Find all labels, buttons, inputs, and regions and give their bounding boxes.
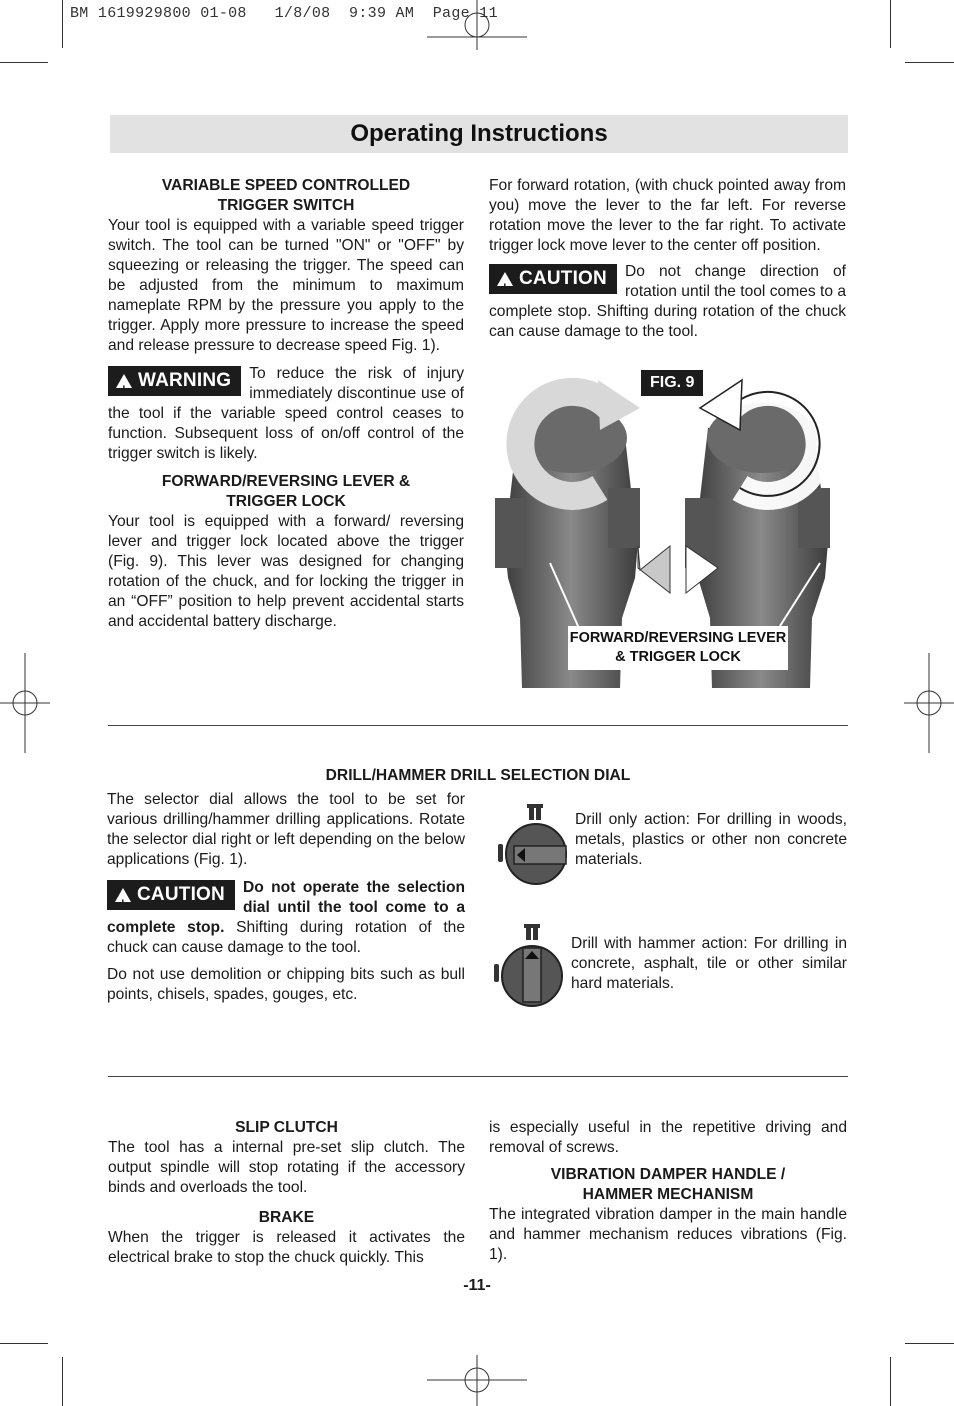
selection-dial-body-2: Do not use demolition or chipping bits such as bull points, chisels, spades, gouges, etc. bbox=[107, 966, 465, 1003]
registration-mark-top bbox=[427, 0, 527, 50]
caution-dial-bold: Do not operate the selection dial until the tool come to a complete stop. bbox=[107, 879, 465, 936]
bottom-right-column bbox=[489, 1118, 847, 1265]
lever-callout-line-1: FORWARD/REVERSING LEVER bbox=[569, 630, 787, 646]
hammer-action-dial-icon bbox=[490, 922, 566, 1008]
variable-speed-body: Your tool is equipped with a variable speed trigger switch. The tool can be turned "ON" or "OFF" by squeezing or releasing the trigger. The speed can be adjusted from the minimum to maximum nameplate RPM by the pressure you apply to the trigger. Apply more pressure to increase the speed and release pressure to decrease speed Fig. 1). bbox=[108, 217, 464, 354]
figure-tag: FIG. 9 bbox=[641, 370, 703, 396]
section-divider-2 bbox=[108, 1076, 848, 1077]
print-header: BM 1619929800 01-08 1/8/08 9:39 AM Page 11 bbox=[70, 5, 498, 22]
selection-dial-body: The selector dial allows the tool to be set for various drilling/hammer drilling applications. Rotate the selector dial right or left depending on the below applications (Fig. 1). bbox=[107, 791, 465, 868]
slip-clutch-body: The tool has a internal pre-set slip clutch. The output spindle will stop rotating if the accessory binds and overloads the tool. bbox=[108, 1139, 465, 1196]
caution-badge-rotation bbox=[489, 264, 617, 294]
variable-speed-heading-2: TRIGGER SWITCH bbox=[217, 197, 355, 214]
drill-only-dial-icon bbox=[494, 802, 570, 886]
crop-mark-bottom-left-h bbox=[0, 1343, 48, 1344]
caution-text-rotation: Do not change direction of rotation until the tool comes to a complete stop. Shifting during rotation of the chuck can cause damage to the tool. bbox=[489, 263, 846, 340]
caution-block-rotation bbox=[489, 262, 846, 342]
drill-only-text: Drill only action: For drilling in woods, metals, plastics or other non concrete materials. bbox=[575, 811, 847, 868]
bottom-left-column bbox=[108, 1118, 465, 1268]
warning-block bbox=[108, 364, 464, 464]
warning-badge bbox=[108, 366, 241, 396]
page-number: -11- bbox=[463, 1277, 491, 1294]
caution-dial-triangle-icon bbox=[115, 888, 131, 902]
crop-mark-bottom-left-v bbox=[62, 1357, 63, 1406]
crop-mark-top-right-h bbox=[905, 62, 954, 63]
variable-speed-section bbox=[108, 176, 464, 632]
lever-callout-line-2: & TRIGGER LOCK bbox=[615, 649, 741, 665]
brake-heading: BRAKE bbox=[258, 1209, 315, 1226]
crop-mark-top-left-h bbox=[0, 62, 48, 63]
crop-mark-top-left-v bbox=[62, 0, 63, 48]
forward-reverse-heading-1: FORWARD/REVERSING LEVER & bbox=[161, 473, 411, 490]
vibration-heading-2: HAMMER MECHANISM bbox=[582, 1186, 754, 1203]
warning-text: To reduce the risk of injury immediately discontinue use of the tool if the variable speed control ceases to function. Subsequent loss of on/off control of the trigger switch is likely. bbox=[108, 365, 464, 462]
section-divider-1 bbox=[108, 725, 848, 726]
warning-triangle-icon bbox=[116, 374, 132, 388]
caution-label-rotation: CAUTION bbox=[519, 268, 607, 289]
crop-mark-top-right-v bbox=[890, 0, 891, 48]
lever-left-arrow-icon bbox=[638, 546, 670, 593]
registration-mark-right bbox=[904, 653, 954, 753]
brake-body-continued: is especially useful in the repetitive driving and removal of screws. bbox=[489, 1119, 847, 1156]
selection-dial-heading: DRILL/HAMMER DRILL SELECTION DIAL bbox=[325, 767, 631, 784]
brake-body: When the trigger is released it activates the electrical brake to stop the chuck quickly. This bbox=[108, 1229, 465, 1266]
crop-mark-bottom-right-h bbox=[905, 1343, 954, 1344]
page-title: Operating Instructions bbox=[350, 120, 608, 147]
vibration-body: The integrated vibration damper in the main handle and hammer mechanism reduces vibrations (Fig. 1). bbox=[489, 1206, 847, 1263]
vibration-heading-1: VIBRATION DAMPER HANDLE / bbox=[550, 1166, 786, 1183]
selection-dial-left-column bbox=[107, 790, 465, 1005]
registration-mark-bottom bbox=[427, 1355, 527, 1406]
registration-mark-left bbox=[0, 653, 50, 753]
forward-reverse-body: Your tool is equipped with a forward/ reversing lever and trigger lock located above the trigger (Fig. 9). This lever was designed for changing rotation of the chuck, and for locking the trigger in an “OFF” position to help prevent accidental starts and accidental battery discharge. bbox=[108, 513, 464, 630]
warning-label: WARNING bbox=[138, 370, 232, 391]
slip-clutch-heading: SLIP CLUTCH bbox=[235, 1119, 338, 1136]
caution-label-dial: CAUTION bbox=[137, 884, 225, 905]
forward-reverse-right-column bbox=[489, 176, 846, 342]
caution-dial-rest: Shifting during rotation of the chuck can cause damage to the tool. bbox=[107, 919, 466, 956]
variable-speed-heading-1: VARIABLE SPEED CONTROLLED bbox=[161, 177, 411, 194]
lever-callout bbox=[568, 626, 788, 670]
forward-reverse-heading-2: TRIGGER LOCK bbox=[226, 493, 346, 510]
caution-badge-dial bbox=[107, 880, 235, 910]
section-title-bar bbox=[110, 115, 848, 153]
caution-block-dial bbox=[107, 878, 465, 958]
forward-reverse-body-right: For forward rotation, (with chuck pointed away from you) move the lever to the far left. For reverse rotation move the lever to the far right. To activate trigger lock move lever to the center off position. bbox=[489, 177, 846, 254]
caution-triangle-icon bbox=[497, 272, 513, 286]
hammer-action-text: Drill with hammer action: For drilling in concrete, asphalt, tile or other similar hard materials. bbox=[571, 935, 847, 992]
crop-mark-bottom-right-v bbox=[890, 1357, 891, 1406]
